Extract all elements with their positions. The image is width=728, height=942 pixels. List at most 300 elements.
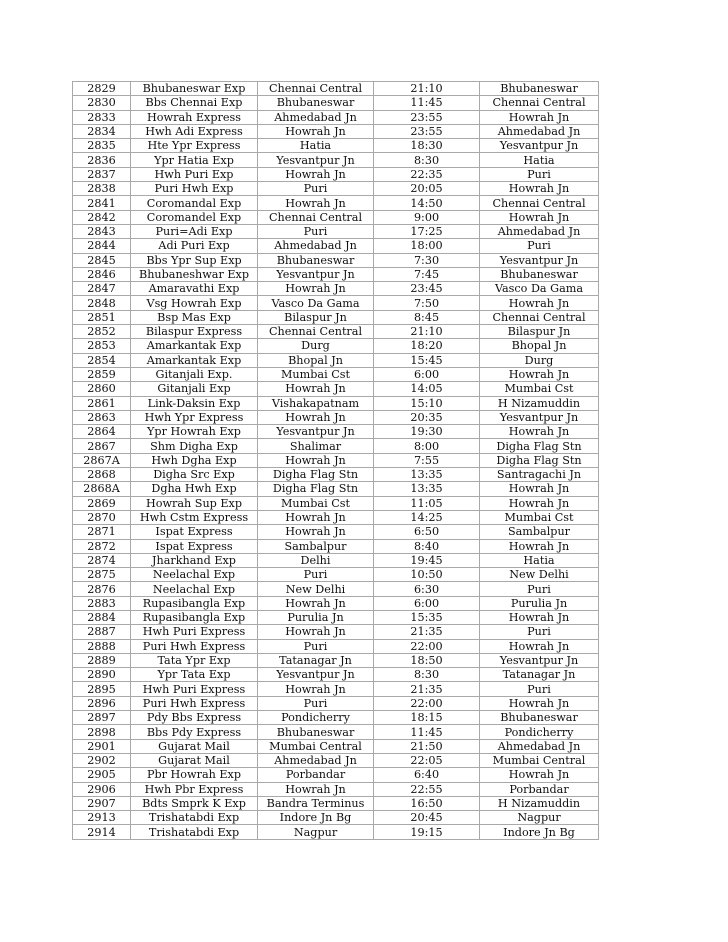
train-number-cell: 2837 bbox=[73, 167, 131, 181]
table-row bbox=[73, 682, 599, 696]
table-row bbox=[73, 496, 599, 510]
time-cell: 17:25 bbox=[374, 224, 480, 238]
train-number-cell: 2860 bbox=[73, 382, 131, 396]
table-row bbox=[73, 768, 599, 782]
table-row bbox=[73, 482, 599, 496]
train-number-cell: 2913 bbox=[73, 811, 131, 825]
source-station-cell: Chennai Central bbox=[258, 82, 374, 96]
train-number-cell: 2898 bbox=[73, 725, 131, 739]
train-name-cell: Ypr Hatia Exp bbox=[131, 153, 258, 167]
destination-station-cell: Puri bbox=[480, 682, 599, 696]
train-name-cell: Hte Ypr Express bbox=[131, 139, 258, 153]
train-number-cell: 2890 bbox=[73, 668, 131, 682]
table-row bbox=[73, 124, 599, 138]
time-cell: 16:50 bbox=[374, 796, 480, 810]
destination-station-cell: Howrah Jn bbox=[480, 482, 599, 496]
destination-station-cell: Santragachi Jn bbox=[480, 468, 599, 482]
time-cell: 21:10 bbox=[374, 82, 480, 96]
time-cell: 20:45 bbox=[374, 811, 480, 825]
time-cell: 23:55 bbox=[374, 110, 480, 124]
destination-station-cell: Yesvantpur Jn bbox=[480, 410, 599, 424]
destination-station-cell: Chennai Central bbox=[480, 96, 599, 110]
train-number-cell: 2871 bbox=[73, 525, 131, 539]
train-number-cell: 2834 bbox=[73, 124, 131, 138]
source-station-cell: Yesvantpur Jn bbox=[258, 267, 374, 281]
destination-station-cell: Nagpur bbox=[480, 811, 599, 825]
train-number-cell: 2842 bbox=[73, 210, 131, 224]
train-name-cell: Bsp Mas Exp bbox=[131, 310, 258, 324]
source-station-cell: Puri bbox=[258, 639, 374, 653]
train-name-cell: Adi Puri Exp bbox=[131, 239, 258, 253]
train-number-cell: 2844 bbox=[73, 239, 131, 253]
train-name-cell: Ispat Express bbox=[131, 539, 258, 553]
train-name-cell: Ypr Tata Exp bbox=[131, 668, 258, 682]
destination-station-cell: Hatia bbox=[480, 553, 599, 567]
train-name-cell: Ispat Express bbox=[131, 525, 258, 539]
source-station-cell: Bhopal Jn bbox=[258, 353, 374, 367]
destination-station-cell: Howrah Jn bbox=[480, 367, 599, 381]
train-name-cell: Neelachal Exp bbox=[131, 582, 258, 596]
time-cell: 18:50 bbox=[374, 653, 480, 667]
time-cell: 19:45 bbox=[374, 553, 480, 567]
train-number-cell: 2838 bbox=[73, 182, 131, 196]
table-row bbox=[73, 267, 599, 281]
source-station-cell: Howrah Jn bbox=[258, 410, 374, 424]
source-station-cell: Bhubaneswar bbox=[258, 96, 374, 110]
time-cell: 7:55 bbox=[374, 453, 480, 467]
source-station-cell: Howrah Jn bbox=[258, 510, 374, 524]
destination-station-cell: H Nizamuddin bbox=[480, 396, 599, 410]
source-station-cell: Yesvantpur Jn bbox=[258, 153, 374, 167]
train-name-cell: Gitanjali Exp. bbox=[131, 367, 258, 381]
train-number-cell: 2870 bbox=[73, 510, 131, 524]
train-number-cell: 2914 bbox=[73, 825, 131, 839]
destination-station-cell: Ahmedabad Jn bbox=[480, 224, 599, 238]
source-station-cell: Porbandar bbox=[258, 768, 374, 782]
time-cell: 18:15 bbox=[374, 711, 480, 725]
destination-station-cell: Howrah Jn bbox=[480, 296, 599, 310]
source-station-cell: Digha Flag Stn bbox=[258, 482, 374, 496]
train-number-cell: 2907 bbox=[73, 796, 131, 810]
train-name-cell: Coromandel Exp bbox=[131, 210, 258, 224]
time-cell: 18:20 bbox=[374, 339, 480, 353]
destination-station-cell: Digha Flag Stn bbox=[480, 453, 599, 467]
train-number-cell: 2854 bbox=[73, 353, 131, 367]
destination-station-cell: H Nizamuddin bbox=[480, 796, 599, 810]
train-schedule-table bbox=[72, 81, 599, 840]
time-cell: 21:35 bbox=[374, 625, 480, 639]
destination-station-cell: Tatanagar Jn bbox=[480, 668, 599, 682]
table-row bbox=[73, 139, 599, 153]
source-station-cell: Chennai Central bbox=[258, 325, 374, 339]
destination-station-cell: Indore Jn Bg bbox=[480, 825, 599, 839]
table-row bbox=[73, 82, 599, 96]
train-number-cell: 2853 bbox=[73, 339, 131, 353]
table-row bbox=[73, 410, 599, 424]
source-station-cell: Puri bbox=[258, 224, 374, 238]
train-name-cell: Link-Daksin Exp bbox=[131, 396, 258, 410]
time-cell: 6:00 bbox=[374, 367, 480, 381]
destination-station-cell: Puri bbox=[480, 582, 599, 596]
train-number-cell: 2868A bbox=[73, 482, 131, 496]
destination-station-cell: Bilaspur Jn bbox=[480, 325, 599, 339]
train-name-cell: Jharkhand Exp bbox=[131, 553, 258, 567]
train-number-cell: 2889 bbox=[73, 653, 131, 667]
train-number-cell: 2884 bbox=[73, 610, 131, 624]
train-number-cell: 2875 bbox=[73, 568, 131, 582]
train-number-cell: 2901 bbox=[73, 739, 131, 753]
source-station-cell: Howrah Jn bbox=[258, 124, 374, 138]
table-row bbox=[73, 425, 599, 439]
destination-station-cell: Vasco Da Gama bbox=[480, 282, 599, 296]
destination-station-cell: Ahmedabad Jn bbox=[480, 739, 599, 753]
destination-station-cell: Howrah Jn bbox=[480, 610, 599, 624]
destination-station-cell: Howrah Jn bbox=[480, 425, 599, 439]
destination-station-cell: Sambalpur bbox=[480, 525, 599, 539]
source-station-cell: Tatanagar Jn bbox=[258, 653, 374, 667]
train-name-cell: Vsg Howrah Exp bbox=[131, 296, 258, 310]
time-cell: 6:50 bbox=[374, 525, 480, 539]
time-cell: 8:30 bbox=[374, 153, 480, 167]
time-cell: 22:05 bbox=[374, 753, 480, 767]
train-number-cell: 2887 bbox=[73, 625, 131, 639]
table-row bbox=[73, 796, 599, 810]
source-station-cell: Mumbai Central bbox=[258, 739, 374, 753]
table-row bbox=[73, 110, 599, 124]
train-number-cell: 2861 bbox=[73, 396, 131, 410]
train-name-cell: Trishatabdi Exp bbox=[131, 811, 258, 825]
time-cell: 13:35 bbox=[374, 482, 480, 496]
source-station-cell: Howrah Jn bbox=[258, 453, 374, 467]
source-station-cell: Howrah Jn bbox=[258, 382, 374, 396]
train-number-cell: 2859 bbox=[73, 367, 131, 381]
table-row bbox=[73, 367, 599, 381]
table-row bbox=[73, 782, 599, 796]
train-number-cell: 2830 bbox=[73, 96, 131, 110]
train-number-cell: 2845 bbox=[73, 253, 131, 267]
source-station-cell: Bhubaneswar bbox=[258, 253, 374, 267]
time-cell: 15:35 bbox=[374, 610, 480, 624]
table-row bbox=[73, 825, 599, 839]
time-cell: 8:00 bbox=[374, 439, 480, 453]
train-name-cell: Rupasibangla Exp bbox=[131, 610, 258, 624]
train-name-cell: Neelachal Exp bbox=[131, 568, 258, 582]
table-row bbox=[73, 639, 599, 653]
table-row bbox=[73, 453, 599, 467]
table-row bbox=[73, 210, 599, 224]
train-number-cell: 2906 bbox=[73, 782, 131, 796]
source-station-cell: Howrah Jn bbox=[258, 196, 374, 210]
destination-station-cell: Bhopal Jn bbox=[480, 339, 599, 353]
destination-station-cell: Bhubaneswar bbox=[480, 711, 599, 725]
train-name-cell: Bilaspur Express bbox=[131, 325, 258, 339]
train-number-cell: 2867 bbox=[73, 439, 131, 453]
time-cell: 8:30 bbox=[374, 668, 480, 682]
source-station-cell: Shalimar bbox=[258, 439, 374, 453]
time-cell: 19:30 bbox=[374, 425, 480, 439]
time-cell: 15:10 bbox=[374, 396, 480, 410]
train-name-cell: Bhubaneshwar Exp bbox=[131, 267, 258, 281]
table-row bbox=[73, 696, 599, 710]
train-name-cell: Gitanjali Exp bbox=[131, 382, 258, 396]
time-cell: 21:35 bbox=[374, 682, 480, 696]
destination-station-cell: Durg bbox=[480, 353, 599, 367]
train-name-cell: Howrah Sup Exp bbox=[131, 496, 258, 510]
time-cell: 7:30 bbox=[374, 253, 480, 267]
destination-station-cell: Pondicherry bbox=[480, 725, 599, 739]
time-cell: 6:30 bbox=[374, 582, 480, 596]
time-cell: 15:45 bbox=[374, 353, 480, 367]
train-number-cell: 2896 bbox=[73, 696, 131, 710]
destination-station-cell: Howrah Jn bbox=[480, 110, 599, 124]
table-row bbox=[73, 539, 599, 553]
train-number-cell: 2869 bbox=[73, 496, 131, 510]
table-row bbox=[73, 510, 599, 524]
table-row bbox=[73, 653, 599, 667]
table-row bbox=[73, 325, 599, 339]
train-name-cell: Bdts Smprk K Exp bbox=[131, 796, 258, 810]
time-cell: 11:45 bbox=[374, 96, 480, 110]
train-name-cell: Rupasibangla Exp bbox=[131, 596, 258, 610]
train-name-cell: Puri Hwh Exp bbox=[131, 182, 258, 196]
time-cell: 8:40 bbox=[374, 539, 480, 553]
destination-station-cell: Bhubaneswar bbox=[480, 267, 599, 281]
train-name-cell: Tata Ypr Exp bbox=[131, 653, 258, 667]
time-cell: 23:45 bbox=[374, 282, 480, 296]
time-cell: 20:05 bbox=[374, 182, 480, 196]
source-station-cell: Howrah Jn bbox=[258, 596, 374, 610]
destination-station-cell: Howrah Jn bbox=[480, 182, 599, 196]
train-name-cell: Bbs Chennai Exp bbox=[131, 96, 258, 110]
train-name-cell: Hwh Pbr Express bbox=[131, 782, 258, 796]
source-station-cell: Sambalpur bbox=[258, 539, 374, 553]
destination-station-cell: Howrah Jn bbox=[480, 639, 599, 653]
train-number-cell: 2829 bbox=[73, 82, 131, 96]
source-station-cell: Yesvantpur Jn bbox=[258, 425, 374, 439]
train-number-cell: 2863 bbox=[73, 410, 131, 424]
destination-station-cell: Ahmedabad Jn bbox=[480, 124, 599, 138]
table-row bbox=[73, 553, 599, 567]
time-cell: 13:35 bbox=[374, 468, 480, 482]
source-station-cell: Ahmedabad Jn bbox=[258, 753, 374, 767]
time-cell: 22:00 bbox=[374, 639, 480, 653]
train-name-cell: Coromandal Exp bbox=[131, 196, 258, 210]
table-row bbox=[73, 625, 599, 639]
destination-station-cell: Porbandar bbox=[480, 782, 599, 796]
table-row bbox=[73, 239, 599, 253]
source-station-cell: Digha Flag Stn bbox=[258, 468, 374, 482]
train-number-cell: 2835 bbox=[73, 139, 131, 153]
train-number-cell: 2876 bbox=[73, 582, 131, 596]
train-name-cell: Hwh Dgha Exp bbox=[131, 453, 258, 467]
destination-station-cell: Howrah Jn bbox=[480, 496, 599, 510]
table-row bbox=[73, 196, 599, 210]
time-cell: 22:00 bbox=[374, 696, 480, 710]
train-name-cell: Bbs Pdy Express bbox=[131, 725, 258, 739]
train-schedule-body bbox=[73, 82, 599, 840]
train-name-cell: Hwh Puri Express bbox=[131, 625, 258, 639]
source-station-cell: Chennai Central bbox=[258, 210, 374, 224]
train-number-cell: 2888 bbox=[73, 639, 131, 653]
table-row bbox=[73, 396, 599, 410]
destination-station-cell: Mumbai Cst bbox=[480, 510, 599, 524]
source-station-cell: Ahmedabad Jn bbox=[258, 110, 374, 124]
source-station-cell: Nagpur bbox=[258, 825, 374, 839]
time-cell: 18:00 bbox=[374, 239, 480, 253]
destination-station-cell: Chennai Central bbox=[480, 310, 599, 324]
table-row bbox=[73, 610, 599, 624]
table-row bbox=[73, 310, 599, 324]
destination-station-cell: Howrah Jn bbox=[480, 210, 599, 224]
train-name-cell: Gujarat Mail bbox=[131, 739, 258, 753]
source-station-cell: Howrah Jn bbox=[258, 625, 374, 639]
time-cell: 11:05 bbox=[374, 496, 480, 510]
train-name-cell: Amaravathi Exp bbox=[131, 282, 258, 296]
table-row bbox=[73, 468, 599, 482]
table-row bbox=[73, 811, 599, 825]
table-row bbox=[73, 339, 599, 353]
train-name-cell: Amarkantak Exp bbox=[131, 353, 258, 367]
train-name-cell: Ypr Howrah Exp bbox=[131, 425, 258, 439]
source-station-cell: Durg bbox=[258, 339, 374, 353]
source-station-cell: Howrah Jn bbox=[258, 525, 374, 539]
table-row bbox=[73, 753, 599, 767]
source-station-cell: New Delhi bbox=[258, 582, 374, 596]
source-station-cell: Puri bbox=[258, 182, 374, 196]
train-name-cell: Bhubaneswar Exp bbox=[131, 82, 258, 96]
source-station-cell: Delhi bbox=[258, 553, 374, 567]
train-number-cell: 2848 bbox=[73, 296, 131, 310]
table-row bbox=[73, 439, 599, 453]
train-number-cell: 2872 bbox=[73, 539, 131, 553]
table-row bbox=[73, 711, 599, 725]
train-number-cell: 2902 bbox=[73, 753, 131, 767]
table-row bbox=[73, 282, 599, 296]
destination-station-cell: Mumbai Cst bbox=[480, 382, 599, 396]
train-name-cell: Trishatabdi Exp bbox=[131, 825, 258, 839]
destination-station-cell: New Delhi bbox=[480, 568, 599, 582]
table-row bbox=[73, 568, 599, 582]
time-cell: 20:35 bbox=[374, 410, 480, 424]
time-cell: 23:55 bbox=[374, 124, 480, 138]
source-station-cell: Indore Jn Bg bbox=[258, 811, 374, 825]
table-row bbox=[73, 353, 599, 367]
train-number-cell: 2897 bbox=[73, 711, 131, 725]
time-cell: 6:40 bbox=[374, 768, 480, 782]
source-station-cell: Mumbai Cst bbox=[258, 496, 374, 510]
destination-station-cell: Chennai Central bbox=[480, 196, 599, 210]
table-row bbox=[73, 668, 599, 682]
destination-station-cell: Puri bbox=[480, 167, 599, 181]
train-number-cell: 2843 bbox=[73, 224, 131, 238]
source-station-cell: Vasco Da Gama bbox=[258, 296, 374, 310]
source-station-cell: Bhubaneswar bbox=[258, 725, 374, 739]
time-cell: 7:45 bbox=[374, 267, 480, 281]
train-number-cell: 2841 bbox=[73, 196, 131, 210]
source-station-cell: Howrah Jn bbox=[258, 782, 374, 796]
destination-station-cell: Yesvantpur Jn bbox=[480, 653, 599, 667]
train-name-cell: Pbr Howrah Exp bbox=[131, 768, 258, 782]
table-row bbox=[73, 182, 599, 196]
train-name-cell: Hwh Cstm Express bbox=[131, 510, 258, 524]
table-row bbox=[73, 725, 599, 739]
time-cell: 21:10 bbox=[374, 325, 480, 339]
source-station-cell: Purulia Jn bbox=[258, 610, 374, 624]
train-name-cell: Puri Hwh Express bbox=[131, 639, 258, 653]
time-cell: 8:45 bbox=[374, 310, 480, 324]
table-row bbox=[73, 224, 599, 238]
train-name-cell: Digha Src Exp bbox=[131, 468, 258, 482]
source-station-cell: Howrah Jn bbox=[258, 282, 374, 296]
train-name-cell: Hwh Puri Express bbox=[131, 682, 258, 696]
table-row bbox=[73, 525, 599, 539]
source-station-cell: Mumbai Cst bbox=[258, 367, 374, 381]
table-row bbox=[73, 96, 599, 110]
destination-station-cell: Mumbai Central bbox=[480, 753, 599, 767]
table-row bbox=[73, 596, 599, 610]
time-cell: 11:45 bbox=[374, 725, 480, 739]
time-cell: 14:25 bbox=[374, 510, 480, 524]
train-number-cell: 2905 bbox=[73, 768, 131, 782]
train-number-cell: 2868 bbox=[73, 468, 131, 482]
train-name-cell: Gujarat Mail bbox=[131, 753, 258, 767]
table-row bbox=[73, 296, 599, 310]
train-number-cell: 2846 bbox=[73, 267, 131, 281]
train-name-cell: Bbs Ypr Sup Exp bbox=[131, 253, 258, 267]
train-name-cell: Hwh Ypr Express bbox=[131, 410, 258, 424]
destination-station-cell: Howrah Jn bbox=[480, 768, 599, 782]
source-station-cell: Ahmedabad Jn bbox=[258, 239, 374, 253]
time-cell: 18:30 bbox=[374, 139, 480, 153]
train-name-cell: Pdy Bbs Express bbox=[131, 711, 258, 725]
table-row bbox=[73, 382, 599, 396]
source-station-cell: Yesvantpur Jn bbox=[258, 668, 374, 682]
train-number-cell: 2833 bbox=[73, 110, 131, 124]
train-number-cell: 2895 bbox=[73, 682, 131, 696]
table-row bbox=[73, 153, 599, 167]
source-station-cell: Howrah Jn bbox=[258, 167, 374, 181]
time-cell: 21:50 bbox=[374, 739, 480, 753]
source-station-cell: Pondicherry bbox=[258, 711, 374, 725]
destination-station-cell: Howrah Jn bbox=[480, 539, 599, 553]
train-name-cell: Shm Digha Exp bbox=[131, 439, 258, 453]
train-number-cell: 2864 bbox=[73, 425, 131, 439]
source-station-cell: Hatia bbox=[258, 139, 374, 153]
source-station-cell: Bandra Terminus bbox=[258, 796, 374, 810]
destination-station-cell: Yesvantpur Jn bbox=[480, 253, 599, 267]
time-cell: 14:50 bbox=[374, 196, 480, 210]
table-row bbox=[73, 739, 599, 753]
table-row bbox=[73, 582, 599, 596]
train-number-cell: 2874 bbox=[73, 553, 131, 567]
source-station-cell: Bilaspur Jn bbox=[258, 310, 374, 324]
train-number-cell: 2836 bbox=[73, 153, 131, 167]
source-station-cell: Howrah Jn bbox=[258, 682, 374, 696]
train-name-cell: Howrah Express bbox=[131, 110, 258, 124]
table-row bbox=[73, 253, 599, 267]
time-cell: 10:50 bbox=[374, 568, 480, 582]
train-name-cell: Hwh Puri Exp bbox=[131, 167, 258, 181]
time-cell: 14:05 bbox=[374, 382, 480, 396]
table-row bbox=[73, 167, 599, 181]
source-station-cell: Puri bbox=[258, 696, 374, 710]
train-name-cell: Dgha Hwh Exp bbox=[131, 482, 258, 496]
time-cell: 6:00 bbox=[374, 596, 480, 610]
train-number-cell: 2847 bbox=[73, 282, 131, 296]
train-number-cell: 2851 bbox=[73, 310, 131, 324]
destination-station-cell: Puri bbox=[480, 625, 599, 639]
destination-station-cell: Puri bbox=[480, 239, 599, 253]
